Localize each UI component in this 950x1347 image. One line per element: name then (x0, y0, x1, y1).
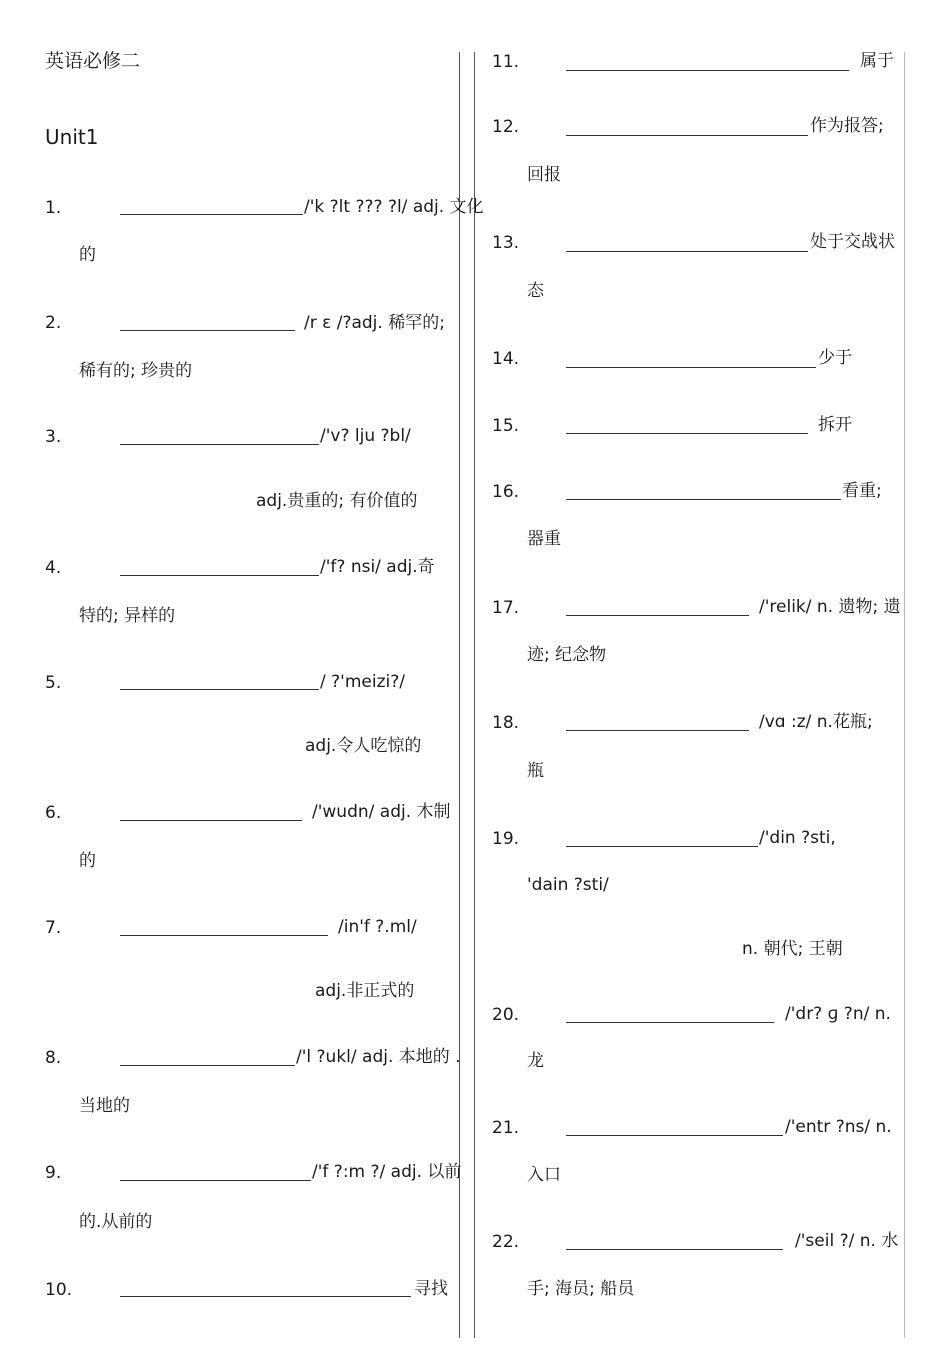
answer-blank[interactable] (120, 689, 319, 690)
entry-definition-cont: adj.贵重的; 有价值的 (256, 491, 418, 511)
entry-definition-cont: n. 朝代; 王朝 (742, 939, 843, 959)
entry-definition: 属于 (860, 51, 894, 71)
entry-number: 20. (492, 1005, 520, 1025)
entry-definition-cont: 的 (79, 245, 96, 265)
entry-definition-cont: 的.从前的 (79, 1212, 153, 1232)
entry-definition: / ?'meizi?/ (320, 672, 405, 692)
answer-blank[interactable] (566, 730, 749, 731)
entry-number: 7. (45, 918, 62, 938)
entry-definition-cont: 瓶 (527, 761, 544, 781)
answer-blank[interactable] (566, 251, 808, 252)
entry-definition: /'v? lju ?bl/ (320, 426, 411, 446)
entry-number: 4. (45, 558, 62, 578)
answer-blank[interactable] (566, 499, 841, 500)
answer-blank[interactable] (120, 575, 319, 576)
entry-number: 22. (492, 1232, 520, 1252)
entry-definition: 寻找 (414, 1279, 448, 1299)
entry-number: 21. (492, 1118, 520, 1138)
entry-definition-cont: 特的; 异样的 (79, 606, 176, 626)
entry-number: 2. (45, 313, 62, 333)
answer-blank[interactable] (120, 214, 303, 215)
entry-definition-cont: 龙 (527, 1051, 544, 1071)
entry-definition: /'wudn/ adj. 木制 (312, 802, 451, 822)
entry-number: 8. (45, 1048, 62, 1068)
entry-number: 5. (45, 673, 62, 693)
entry-definition: /'f? nsi/ adj.奇 (320, 557, 435, 577)
right-margin-rule (904, 52, 905, 1338)
entry-number: 15. (492, 416, 520, 436)
entry-number: 3. (45, 427, 62, 447)
answer-blank[interactable] (566, 367, 816, 368)
entry-definition: /'l ?ukl/ adj. 本地的 . (296, 1047, 461, 1067)
answer-blank[interactable] (566, 135, 808, 136)
answer-blank[interactable] (566, 1135, 783, 1136)
entry-definition-cont: 稀有的; 珍贵的 (79, 361, 193, 381)
entry-definition-cont: adj.令人吃惊的 (305, 736, 422, 756)
entry-definition-cont: 入口 (527, 1165, 561, 1185)
entry-definition-cont: 的 (79, 851, 96, 871)
entry-definition: /'relik/ n. 遗物; 遗 (759, 597, 901, 617)
entry-number: 10. (45, 1280, 73, 1300)
entry-definition: 少于 (818, 348, 852, 368)
answer-blank[interactable] (120, 820, 302, 821)
column-divider (459, 52, 460, 1338)
entry-definition-cont: 态 (527, 281, 544, 301)
entry-definition: 作为报答; (810, 116, 884, 136)
answer-blank[interactable] (566, 433, 808, 434)
entry-number: 18. (492, 713, 520, 733)
entry-definition-cont: 当地的 (79, 1096, 130, 1116)
entry-definition: 处于交战状 (810, 232, 895, 252)
entry-number: 9. (45, 1163, 62, 1183)
answer-blank[interactable] (120, 935, 328, 936)
entry-definition: 拆开 (818, 415, 852, 435)
answer-blank[interactable] (120, 1296, 411, 1297)
entry-number: 12. (492, 117, 520, 137)
entry-definition-cont: adj.非正式的 (315, 981, 415, 1001)
entry-number: 19. (492, 829, 520, 849)
answer-blank[interactable] (120, 330, 295, 331)
entry-definition: /'k ?lt ??? ?l/ adj. 文化 (304, 197, 484, 217)
entry-definition: /r ε /?adj. 稀罕的; (304, 313, 445, 333)
entry-number: 17. (492, 598, 520, 618)
entry-definition: /'seil ?/ n. 水 (795, 1231, 899, 1251)
answer-blank[interactable] (120, 1065, 295, 1066)
answer-blank[interactable] (566, 1249, 783, 1250)
entry-number: 1. (45, 198, 62, 218)
entry-definition-cont: 手; 海员; 船员 (527, 1279, 635, 1299)
entry-definition: /vɑ :z/ n.花瓶; (759, 712, 873, 732)
column-divider (474, 52, 475, 1338)
page-title: 英语必修二 (45, 50, 141, 72)
answer-blank[interactable] (566, 1022, 774, 1023)
unit-heading: Unit1 (45, 125, 99, 149)
entry-number: 13. (492, 233, 520, 253)
entry-definition: /'f ?:m ?/ adj. 以前 (312, 1162, 462, 1182)
entry-number: 6. (45, 803, 62, 823)
answer-blank[interactable] (120, 1180, 311, 1181)
answer-blank[interactable] (120, 444, 319, 445)
entry-definition-cont: 'dain ?sti/ (527, 875, 609, 895)
entry-number: 11. (492, 52, 520, 72)
entry-number: 14. (492, 349, 520, 369)
entry-definition-cont: 器重 (527, 529, 561, 549)
answer-blank[interactable] (566, 70, 849, 71)
entry-definition: /in'f ?.ml/ (338, 917, 417, 937)
entry-definition: /'entr ?ns/ n. (785, 1117, 892, 1137)
answer-blank[interactable] (566, 846, 758, 847)
entry-number: 16. (492, 482, 520, 502)
entry-definition: /'din ?sti, (759, 828, 836, 848)
entry-definition-cont: 迹; 纪念物 (527, 645, 607, 665)
entry-definition: /'dr? ɡ ?n/ n. (785, 1004, 891, 1024)
answer-blank[interactable] (566, 615, 749, 616)
entry-definition-cont: 回报 (527, 165, 561, 185)
entry-definition: 看重; (842, 481, 882, 501)
